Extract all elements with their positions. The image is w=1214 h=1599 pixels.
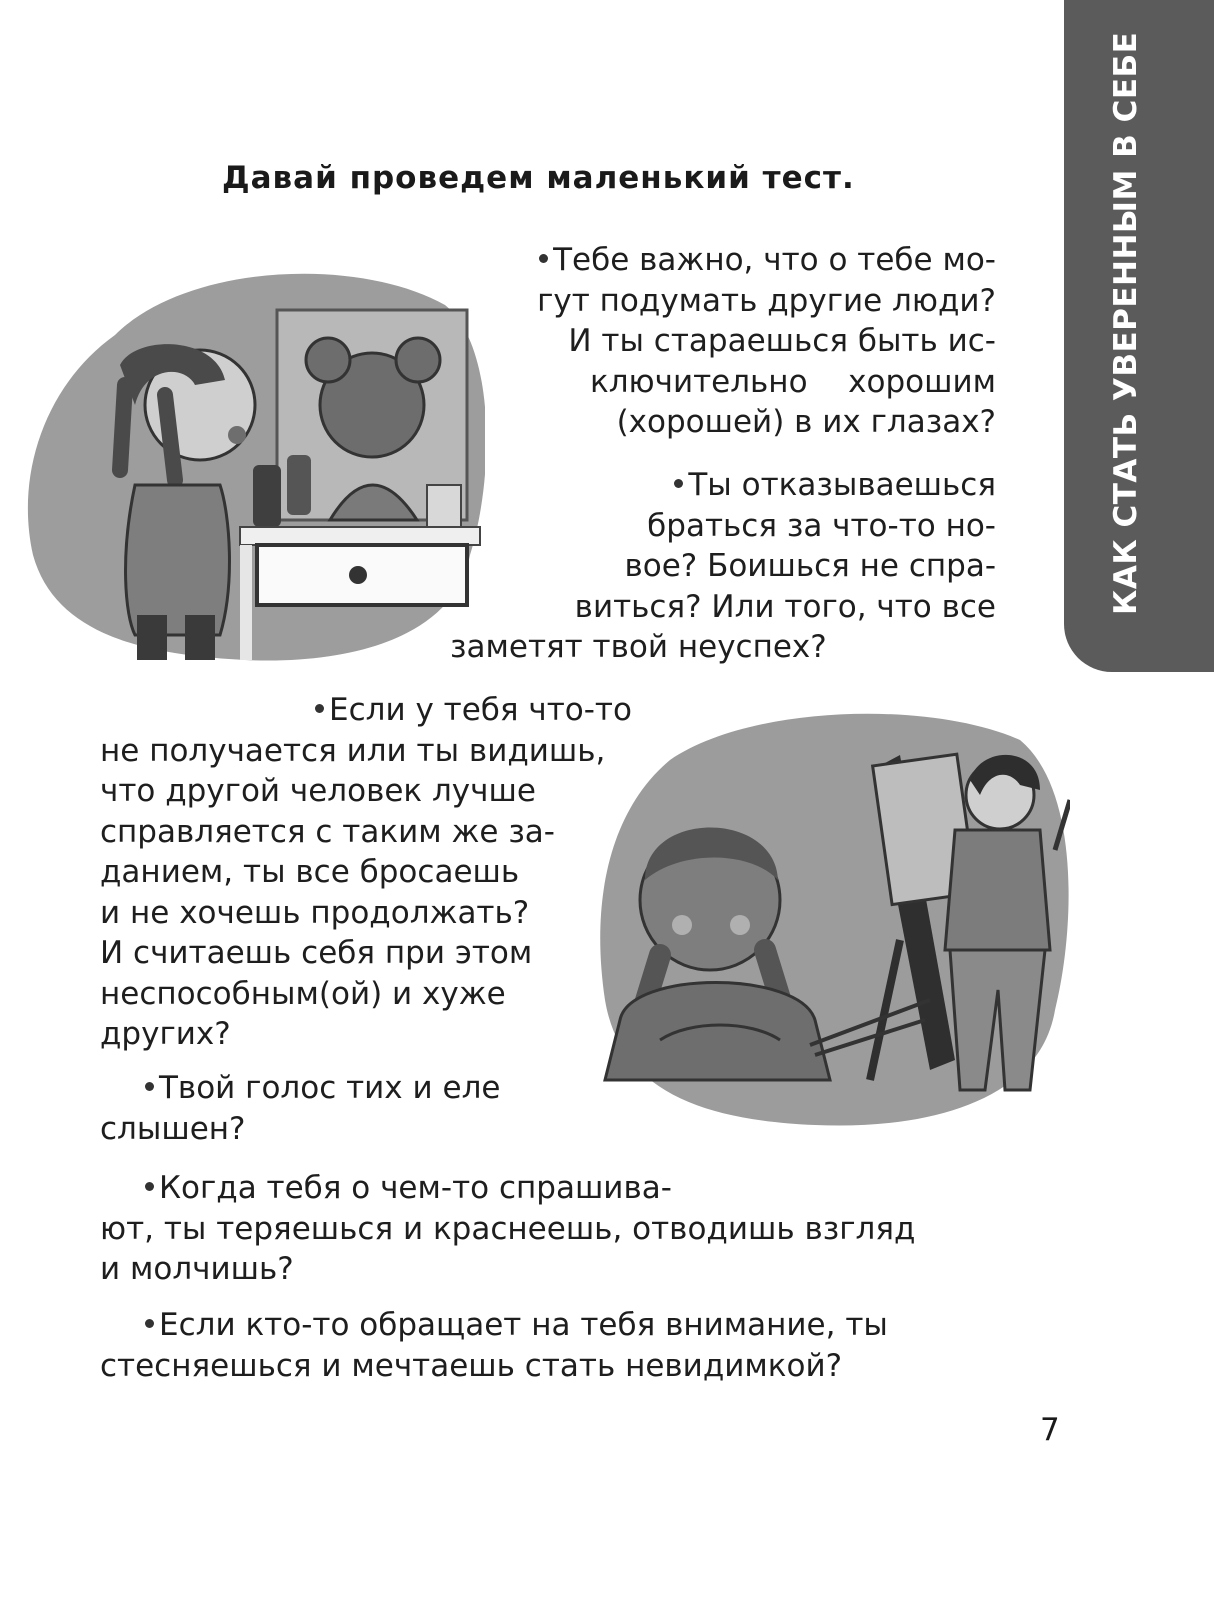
text-line: Твой голос тих и еле [100, 1068, 500, 1109]
text-line: стесняешься и мечтаешь стать невидимкой? [100, 1347, 843, 1384]
text-line: Если у тебя что-то [100, 690, 632, 731]
text-line: данием, ты все бросаешь [100, 854, 520, 890]
text-line: и молчишь? [100, 1251, 294, 1287]
chapter-tab-label: КАК СТАТЬ УВЕРЕННЫМ В СЕБЕ [1108, 31, 1144, 615]
bullet-icon [315, 704, 324, 713]
bullet-icon [674, 479, 683, 488]
text-line: ключительно хорошим [590, 363, 996, 400]
text-line: Тебе важно, что о тебе мо- [450, 240, 996, 281]
text-line: и не хочешь продолжать? [100, 894, 530, 931]
text-line: Когда тебя о чем-то спрашива- [100, 1168, 996, 1209]
bullet-icon [539, 254, 548, 263]
text-line: браться за что-то но- [647, 507, 996, 544]
bullet-icon [145, 1319, 154, 1328]
text-line: Ты отказываешься [450, 465, 996, 506]
text-line: гут подумать другие люди? [537, 282, 996, 319]
text-line: неспособным(ой) и хуже [100, 975, 506, 1012]
question-paragraph [100, 1168, 996, 1290]
text-line: заметят твой неуспех? [450, 629, 827, 665]
girl-mirror-illustration [25, 255, 485, 675]
text-line: ют, ты теряешься и краснеешь, отводишь взгляд [100, 1210, 916, 1247]
page-title: Давай проведем маленький тест. [222, 160, 855, 196]
page-number: 7 [1040, 1412, 1060, 1448]
text-line: справляется с таким же за- [100, 813, 555, 850]
text-line: вое? Боишься не спра- [624, 548, 996, 584]
question-paragraph [100, 1305, 996, 1386]
text-line: виться? Или того, что все [574, 588, 996, 625]
question-paragraph [100, 1068, 500, 1149]
question-paragraph [450, 240, 996, 443]
text-line: Если кто-то обращает на тебя внимание, ты [100, 1305, 996, 1346]
text-line: И считаешь себя при этом [100, 935, 533, 971]
text-line: слышен? [100, 1110, 246, 1147]
girl-boy-painting-illustration [600, 700, 1070, 1130]
bullet-icon [145, 1182, 154, 1191]
text-line: не получается или ты видишь, [100, 732, 606, 769]
text-line: И ты стараешься быть ис- [568, 323, 996, 359]
text-line: (хорошей) в их глазах? [616, 404, 996, 440]
text-line: что другой человек лучше [100, 773, 536, 809]
bullet-icon [145, 1082, 154, 1091]
text-line: других? [100, 1016, 231, 1052]
question-paragraph [100, 690, 632, 1055]
question-paragraph [450, 465, 996, 668]
